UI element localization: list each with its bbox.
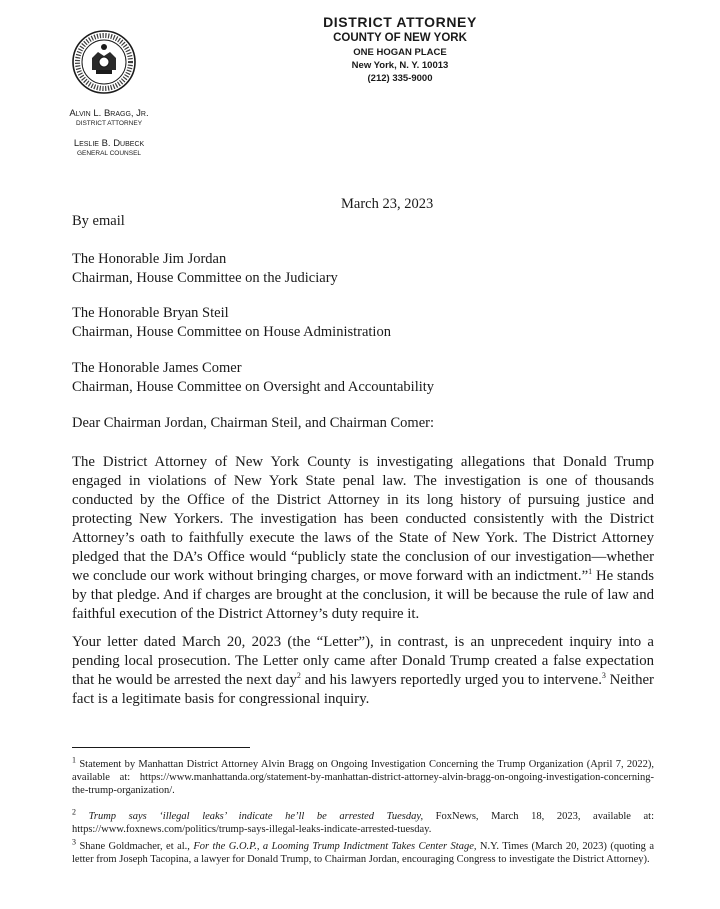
body-paragraph-2 xyxy=(72,633,654,709)
paragraph-text: and his lawyers reportedly urged you to intervene. xyxy=(300,672,602,688)
footnote-ref-1[interactable]: 1 xyxy=(588,567,593,577)
footnote-number: 3 xyxy=(72,837,76,847)
staff-title: GENERAL COUNSEL xyxy=(76,150,142,157)
recipient-role: Chairman, House Committee on the Judiciary xyxy=(72,270,338,286)
footnote-text: FoxNews, March 18, 2023, available at: https://www.foxnews.com/politics/trump-says-illegal-leaks-indicate-arrested-tuesday. xyxy=(72,811,655,835)
letter-date: March 23, 2023 xyxy=(341,196,434,212)
staff-district-attorney xyxy=(44,108,174,128)
footnote-text: Statement by Manhattan District Attorney Alvin Bragg on Ongoing Investigation Concerning the Trump Organization (April 7, 2022), available at: https://www.manhattanda.org/statement-by-manhattan-district-attorney-alvin-bragg-on-ongoing-investigation-concerning-the-trump-organization/. xyxy=(72,759,654,796)
footnote-article-title: For the G.O.P., a Looming Trump Indictment Takes Center Stage, xyxy=(193,841,477,852)
footnote-ref-3[interactable]: 3 xyxy=(601,671,606,681)
delivery-method: By email xyxy=(72,213,125,229)
footnote-text: Shane Goldmacher, et al., xyxy=(79,841,194,852)
paragraph-text: The District Attorney of New York County is investigating allegations that Donald Trump engaged in violations of New York State penal law. The investigation is one of thousands conducted by the Office of the District Attorney in its long history of pursuing justice and protecting New Yorkers. The investigation has been conducted consistently with the District Attorney’s oath to faithfully execute the laws of the State of New York. The District Attorney pledged that the DA’s Office would “publicly state the conclusion of our investigation—whether we conclude our work without bringing charges, or move forward with an indictment.” xyxy=(72,454,654,584)
footnote-text: N.Y. Times (March 20, 2023) (quoting a letter from Joseph Tacopina, a lawyer for Donald Trump, to Chairman Jordan, encouraging Congress to investigate the District Attorney). xyxy=(72,841,655,865)
salutation: Dear Chairman Jordan, Chairman Steil, and Chairman Comer: xyxy=(72,415,435,431)
recipient-role: Chairman, House Committee on Oversight and Accountability xyxy=(72,379,435,395)
paragraph-text: Neither fact is a legitimate basis for congressional inquiry. xyxy=(72,672,654,707)
footnote-1 xyxy=(72,755,654,797)
office-city: New York, N. Y. 10013 xyxy=(351,60,449,71)
footnote-number: 1 xyxy=(72,755,76,765)
paragraph-text: Your letter dated March 20, 2023 (the “Letter”), in contrast, is an unprecedent inquiry into a pending local prosecution. The Letter only came after Donald Trump created a false expectation that he would be arrested the next day xyxy=(72,634,654,688)
recipient-role: Chairman, House Committee on House Administration xyxy=(72,324,391,340)
office-phone: (212) 335-9000 xyxy=(367,73,433,84)
staff-name: Leslie B. Dubeck xyxy=(73,138,145,149)
paragraph-text: He stands by that pledge. And if charges are brought at the conclusion, it will be because the rule of law and faithful execution of the District Attorney’s duty require it. xyxy=(72,568,654,622)
recipient-name: The Honorable Jim Jordan xyxy=(72,251,227,267)
county-name: COUNTY OF NEW YORK xyxy=(333,32,467,44)
footnote-divider xyxy=(72,747,250,748)
recipient-name: The Honorable Bryan Steil xyxy=(72,305,229,321)
office-name: DISTRICT ATTORNEY xyxy=(323,14,477,30)
letterhead xyxy=(250,14,550,85)
footnote-3 xyxy=(72,837,655,866)
footnote-article-title: Trump says ‘illegal leaks’ indicate he’ll be arrested Tuesday, xyxy=(88,811,424,822)
recipient-name: The Honorable James Comer xyxy=(72,360,242,376)
staff-title: DISTRICT ATTORNEY xyxy=(75,120,143,127)
footnote-ref-2[interactable]: 2 xyxy=(296,671,301,681)
footnote-number: 2 xyxy=(72,807,76,817)
district-attorney-seal xyxy=(72,30,136,94)
body-paragraph-1 xyxy=(72,453,654,624)
footnote-2 xyxy=(72,807,655,836)
office-address: ONE HOGAN PLACE xyxy=(353,47,447,58)
staff-name: Alvin L. Bragg, Jr. xyxy=(69,108,149,119)
staff-general-counsel xyxy=(44,138,174,158)
